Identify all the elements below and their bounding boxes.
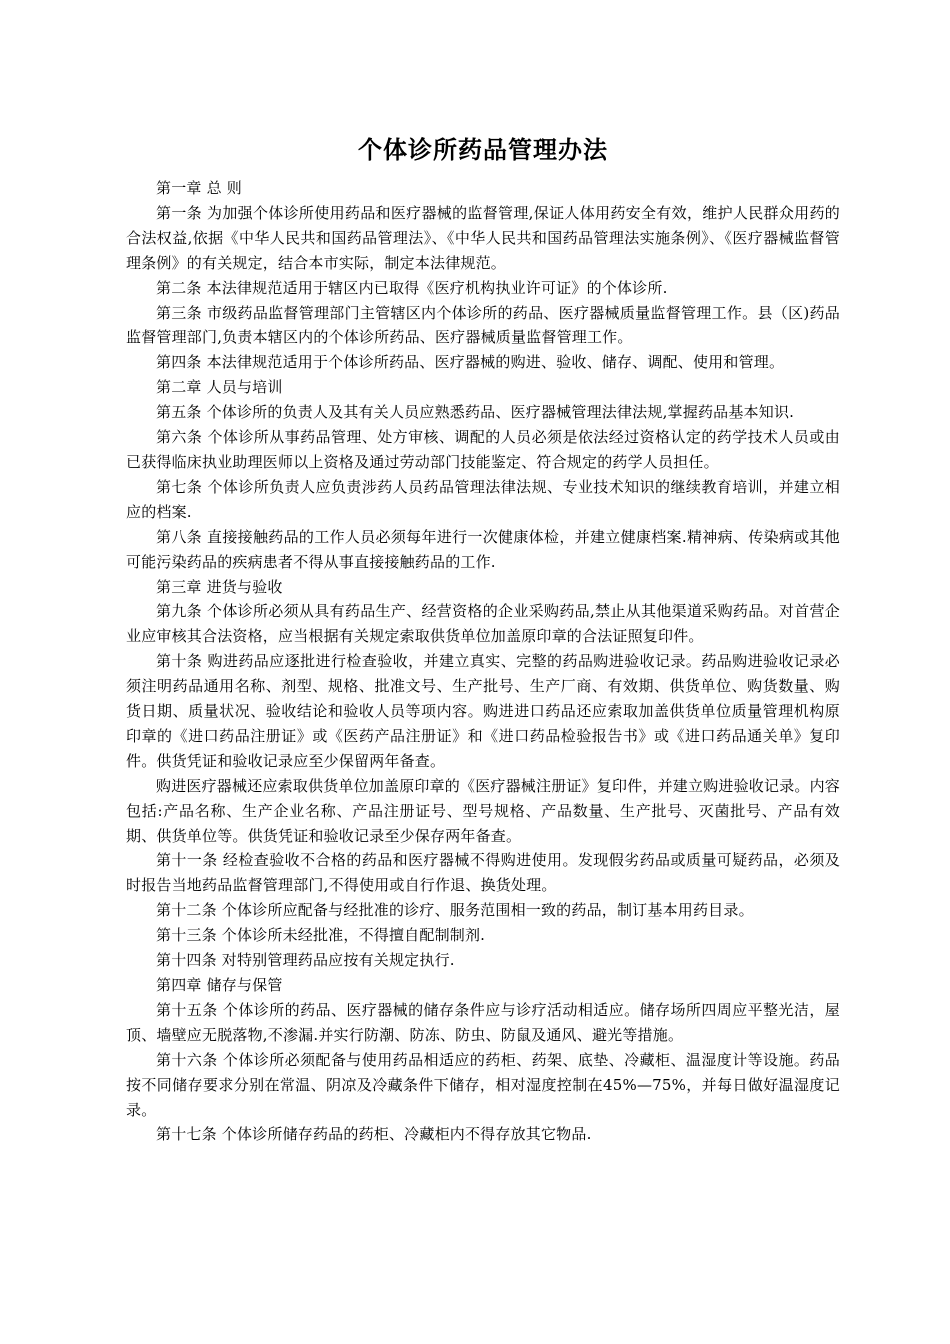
article-2: 第二条 本法律规范适用于辖区内已取得《医疗机构执业许可证》的个体诊所. [156, 278, 668, 297]
article-8: 第八条 直接接触药品的工作人员必须每年进行一次健康体检，并建立健康档案.精神病、传染病或其他可能污染药品的疾病患者不得从事直接接触药品的工作. [126, 527, 840, 571]
article-4: 第四条 本法律规范适用于个体诊所药品、医疗器械的购进、验收、储存、调配、使用和管理。 [156, 353, 785, 372]
article-1: 第一条 为加强个体诊所使用药品和医疗器械的监督管理,保证人体用药安全有效，维护人民群众用药的合法权益,依据《中华人民共和国药品管理法》、《中华人民共和国药品管理法实施条例》、《医疗器械监督管理条例》的有关规定，结合本市实际，制定本法律规范。 [126, 203, 840, 272]
article-15: 第十五条 个体诊所的药品、医疗器械的储存条件应与诊疗活动相适应。储存场所四周应平整光洁，屋顶、墙壁应无脱落物,不渗漏.并实行防潮、防冻、防虫、防鼠及通风、避光等措施。 [126, 1000, 840, 1044]
chapter-heading-1: 第一章 总 则 [156, 179, 242, 197]
chapter-heading-4: 第四章 储存与保管 [156, 976, 283, 994]
chapter-heading-2: 第二章 人员与培训 [156, 378, 283, 397]
article-16: 第十六条 个体诊所必须配备与使用药品相适应的药柜、药架、底垫、冷藏柜、温湿度计等设施。药品按不同储存要求分别在常温、阴凉及冷藏条件下储存，相对湿度控制在45%—75%，并每日做好温湿度记录。 [126, 1050, 840, 1119]
article-7: 第七条 个体诊所负责人应负责涉药人员药品管理法律法规、专业技术知识的继续教育培训，并建立相应的档案. [126, 477, 840, 521]
article-6: 第六条 个体诊所从事药品管理、处方审核、调配的人员必须是依法经过资格认定的药学技术人员或由已获得临床执业助理医师以上资格及通过劳动部门技能鉴定、符合规定的药学人员担任。 [126, 428, 840, 471]
document-title: 个体诊所药品管理办法 [358, 136, 608, 164]
article-12: 第十二条 个体诊所应配备与经批准的诊疗、服务范围相一致的药品，制订基本用药目录。 [156, 901, 754, 920]
article-17: 第十七条 个体诊所储存药品的药柜、冷藏柜内不得存放其它物品. [156, 1125, 592, 1144]
article-3: 第三条 市级药品监督管理部门主管辖区内个体诊所的药品、医疗器械质量监督管理工作。县（区)药品监督管理部门,负责本辖区内的个体诊所药品、医疗器械质量监督管理工作。 [126, 303, 840, 347]
chapter-heading-3: 第三章 进货与验收 [156, 577, 283, 596]
article-13: 第十三条 个体诊所未经批准，不得擅自配制制剂. [156, 926, 486, 945]
document-body [126, 176, 840, 1147]
article-10: 第十条 购进药品应逐批进行检查验收，并建立真实、完整的药品购进验收记录。药品购进验收记录必须注明药品通用名称、剂型、规格、批准文号、生产批号、生产厂商、有效期、供货单位、购货数量、购货日期、质量状况、验收结论和验收人员等项内容。购进进口药品还应索取加盖供货单位质量管理机构原印章的《进口药品注册证》或《医药产品注册证》和《进口药品检验报告书》或《进口药品通关单》复印件。供货凭证和验收记录应至少保留两年备查。 [126, 652, 840, 770]
document-page [126, 128, 840, 1147]
article-14: 第十四条 对特别管理药品应按有关规定执行. [156, 951, 455, 970]
article-9: 第九条 个体诊所必须从具有药品生产、经营资格的企业采购药品,禁止从其他渠道采购药品。对首营企业应审核其合法资格，应当根据有关规定索取供货单位加盖原印章的合法证照复印件。 [126, 602, 840, 646]
article-5: 第五条 个体诊所的负责人及其有关人员应熟悉药品、医疗器械管理法律法规,掌握药品基本知识. [156, 403, 795, 422]
article-11: 第十一条 经检查验收不合格的药品和医疗器械不得购进使用。发现假劣药品或质量可疑药品，必须及时报告当地药品监督管理部门,不得使用或自行作退、换货处理。 [126, 851, 840, 895]
article-10-continued: 购进医疗器械还应索取供货单位加盖原印章的《医疗器械注册证》复印件，并建立购进验收记录。内容包括:产品名称、生产企业名称、产品注册证号、型号规格、产品数量、生产批号、灭菌批号、产品有效期、供货单位等。供货凭证和验收记录至少保存两年备查。 [126, 776, 841, 845]
